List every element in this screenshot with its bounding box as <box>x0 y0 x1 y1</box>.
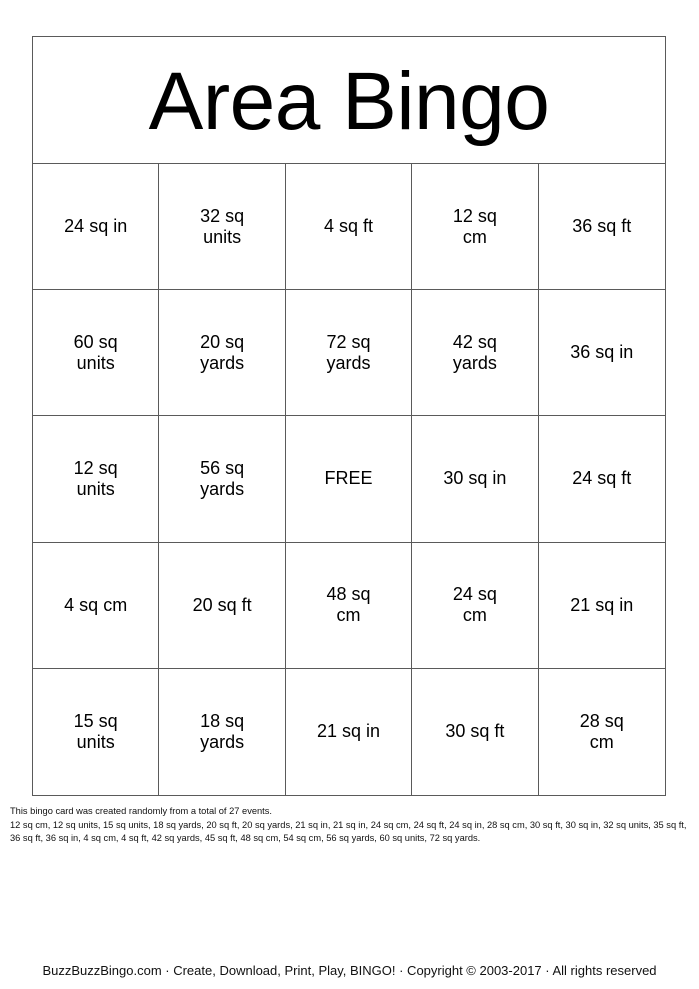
cell-text: 24 sq ft <box>572 468 632 489</box>
bingo-cell[interactable] <box>412 669 538 795</box>
cell-text: 12 sq units <box>73 457 118 499</box>
free-space-cell[interactable] <box>286 416 412 542</box>
cell-text: 48 sq cm <box>326 584 371 626</box>
cell-text: 24 sq cm <box>452 584 497 626</box>
bingo-cell[interactable] <box>539 416 665 542</box>
cell-text: 4 sq cm <box>64 594 128 615</box>
cell-text: 30 sq in <box>443 468 507 489</box>
bingo-cell[interactable] <box>539 290 665 416</box>
cell-text: 12 sq cm <box>452 205 497 247</box>
cell-text: 4 sq ft <box>323 216 373 237</box>
cell-text: 21 sq in <box>570 594 634 615</box>
bingo-cell[interactable] <box>159 290 285 416</box>
bingo-cell[interactable] <box>286 669 412 795</box>
cell-text: 72 sq yards <box>326 331 371 373</box>
bingo-cell[interactable] <box>286 290 412 416</box>
bingo-cell[interactable] <box>412 290 538 416</box>
notes-events-list: 12 sq cm, 12 sq units, 15 sq units, 18 sq yards, 20 sq ft, 20 sq yards, 21 sq in, 21 sq in, 24 sq cm, 24 sq ft, 24 sq in, 28 sq cm, 30 sq ft, 30 sq in, 32 sq units, 35 sq ft, 36 sq ft, 36 sq in, 4 sq cm, 4 sq ft, 42 sq yards, 45 sq ft, 48 sq cm, 54 sq cm, 56 sq yards, 60 sq units, 72 sq yards. <box>10 819 687 843</box>
cell-text: 20 sq yards <box>200 331 245 373</box>
bingo-cell[interactable] <box>33 543 159 669</box>
cell-text: 15 sq units <box>73 710 118 752</box>
bingo-card <box>32 36 666 796</box>
cell-text: 60 sq units <box>73 331 118 373</box>
notes-summary: This bingo card was created randomly from a total of 27 events. <box>10 806 272 816</box>
title-row <box>33 37 665 164</box>
bingo-cell[interactable] <box>159 543 285 669</box>
cell-text: 32 sq units <box>200 205 245 247</box>
bingo-cell[interactable] <box>286 164 412 290</box>
bingo-cell[interactable] <box>159 164 285 290</box>
bingo-cell[interactable] <box>539 164 665 290</box>
footer: BuzzBuzzBingo.com · Create, Download, Print, Play, BINGO! · Copyright © 2003-2017 · All rights reserved <box>42 963 657 978</box>
cell-text: 36 sq ft <box>572 216 632 237</box>
bingo-cell[interactable] <box>286 543 412 669</box>
bingo-cell[interactable] <box>33 669 159 795</box>
cell-text: 30 sq ft <box>445 721 505 742</box>
cell-text: 42 sq yards <box>452 331 497 373</box>
cell-text: 28 sq cm <box>579 710 624 752</box>
bingo-cell[interactable] <box>159 416 285 542</box>
bingo-grid <box>33 164 665 795</box>
bingo-cell[interactable] <box>412 543 538 669</box>
cell-text: 56 sq yards <box>200 457 245 499</box>
bingo-cell[interactable] <box>33 164 159 290</box>
cell-text: 18 sq yards <box>200 710 245 752</box>
cell-text: 36 sq in <box>570 342 634 363</box>
free-space-text: FREE <box>324 468 373 489</box>
bingo-cell[interactable] <box>33 416 159 542</box>
bingo-cell[interactable] <box>412 164 538 290</box>
bingo-cell[interactable] <box>33 290 159 416</box>
bingo-cell[interactable] <box>159 669 285 795</box>
cell-text: 21 sq in <box>316 721 381 742</box>
bingo-cell[interactable] <box>539 669 665 795</box>
bingo-cell[interactable] <box>412 416 538 542</box>
card-title: Area Bingo <box>148 56 550 147</box>
cell-text: 20 sq ft <box>192 594 252 615</box>
cell-text: 24 sq in <box>64 216 128 237</box>
bingo-cell[interactable] <box>539 543 665 669</box>
card-notes <box>10 805 690 846</box>
